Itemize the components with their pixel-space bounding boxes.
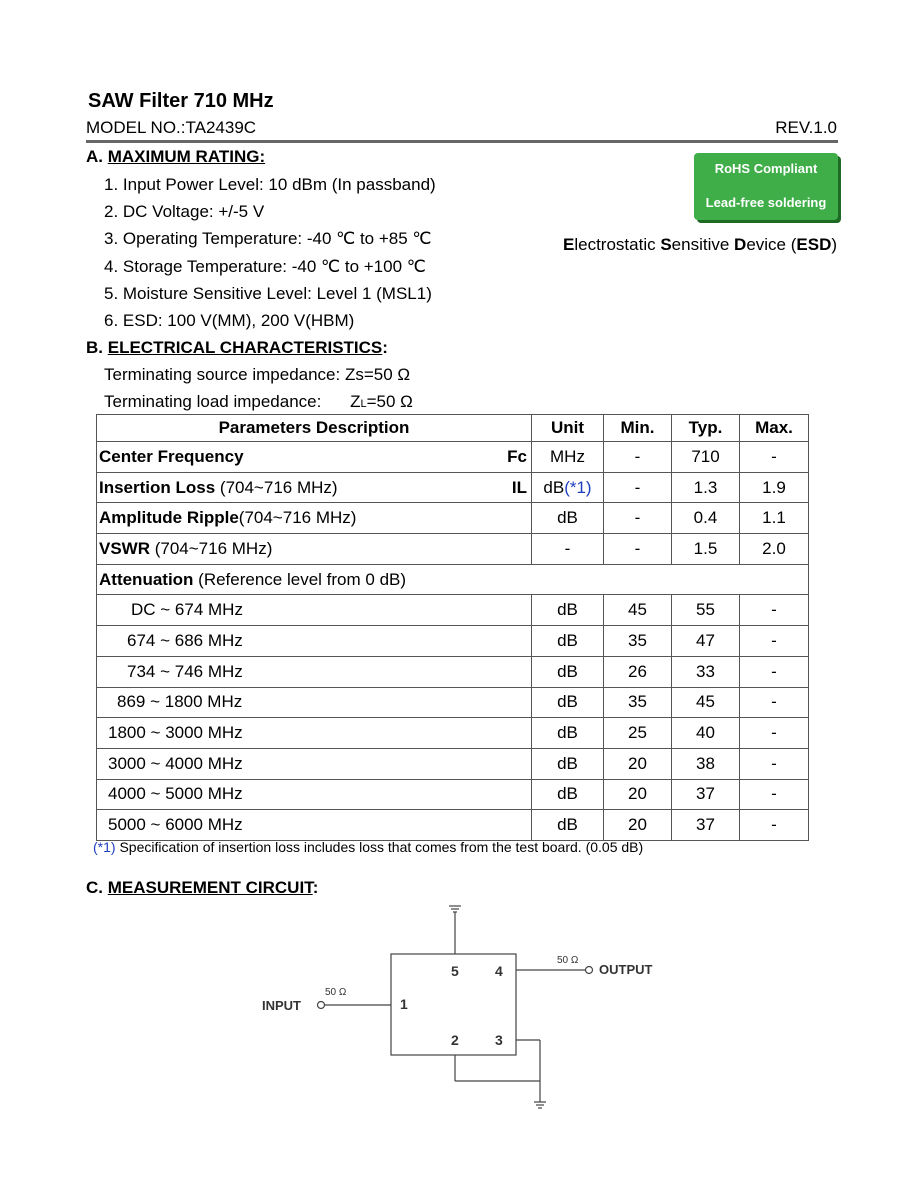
max-cell: - — [740, 718, 809, 749]
max-cell: - — [740, 442, 809, 473]
param-cell — [97, 534, 532, 565]
typ-cell: 710 — [672, 442, 740, 473]
max-cell: - — [740, 626, 809, 657]
param-cell — [97, 442, 532, 473]
param-detail: (704~716 MHz) — [215, 477, 338, 497]
param-name: Insertion Loss — [99, 477, 216, 497]
max-cell: 1.9 — [740, 472, 809, 503]
min-cell: - — [604, 472, 672, 503]
rohs-badge — [694, 153, 838, 220]
range-cell: 1800 ~ 3000 MHz — [97, 718, 532, 749]
typ-cell: 55 — [672, 595, 740, 626]
unit-value: dB — [543, 477, 565, 497]
typ-cell: 1.3 — [672, 472, 740, 503]
max-cell: - — [740, 779, 809, 810]
unit-cell — [532, 442, 604, 473]
table-header-row — [97, 415, 809, 442]
header-divider — [86, 140, 838, 143]
table-row — [97, 442, 809, 473]
max-cell: 1.1 — [740, 503, 809, 534]
section-a-heading — [86, 147, 265, 167]
rating-item: 2. DC Voltage: +/-5 V — [104, 202, 265, 221]
max-cell: - — [740, 748, 809, 779]
section-c-label: C. — [86, 878, 103, 897]
table-row — [97, 534, 809, 565]
col-header-typ: Typ. — [672, 415, 740, 442]
unit-value: - — [564, 538, 571, 558]
range-cell: 674 ~ 686 MHz — [97, 626, 532, 657]
section-b-heading — [86, 338, 388, 358]
typ-cell: 40 — [672, 718, 740, 749]
table-row — [97, 472, 809, 503]
footnote-mark: (*1) — [93, 839, 116, 855]
pin-2-label: 2 — [451, 1032, 459, 1048]
typ-cell: 38 — [672, 748, 740, 779]
col-header-min: Min. — [604, 415, 672, 442]
col-header-unit: Unit — [532, 415, 604, 442]
range-cell: 3000 ~ 4000 MHz — [97, 748, 532, 779]
ground-icon — [449, 906, 461, 954]
table-row — [97, 595, 809, 626]
unit-cell — [532, 534, 604, 565]
range-cell: 4000 ~ 5000 MHz — [97, 779, 532, 810]
max-cell: 2.0 — [740, 534, 809, 565]
load-impedance-value: =50 Ω — [366, 392, 413, 411]
output-impedance-label: 50 Ω — [557, 955, 579, 966]
section-c-title: MEASUREMENT CIRCUIT — [107, 878, 313, 897]
table-row — [97, 687, 809, 718]
esd-abbr: ESD — [796, 235, 832, 254]
source-impedance: Terminating source impedance: Zs=50 Ω — [104, 365, 411, 384]
max-cell: - — [740, 810, 809, 841]
section-b-label: B. — [86, 338, 103, 357]
unit-cell: dB — [532, 656, 604, 687]
revision: REV.1.0 — [775, 118, 837, 137]
electrical-spec-table — [96, 414, 809, 841]
input-label: INPUT — [262, 998, 301, 1013]
param-cell — [97, 503, 532, 534]
attenuation-header-row — [97, 564, 809, 595]
table-row — [97, 779, 809, 810]
pin-4-label: 4 — [495, 963, 503, 979]
min-cell: 20 — [604, 748, 672, 779]
section-b-title: ELECTRICAL CHARACTERISTICS — [107, 338, 383, 357]
load-impedance — [104, 392, 413, 412]
min-cell: - — [604, 503, 672, 534]
footnote-text: Specification of insertion loss includes loss that comes from the test board. (0.05 dB) — [115, 839, 644, 855]
param-detail: (704~716 MHz) — [150, 538, 273, 558]
rating-item: 1. Input Power Level: 10 dBm (In passband) — [104, 175, 436, 194]
section-a-title: MAXIMUM RATING: — [107, 147, 266, 166]
unit-cell — [532, 503, 604, 534]
param-cell — [97, 472, 532, 503]
typ-cell: 47 — [672, 626, 740, 657]
range-cell: 734 ~ 746 MHz — [97, 656, 532, 687]
typ-cell: 33 — [672, 656, 740, 687]
table-row — [97, 810, 809, 841]
unit-note: (*1) — [564, 477, 592, 497]
model-number: MODEL NO.:TA2439C — [86, 118, 257, 137]
unit-cell: dB — [532, 718, 604, 749]
table-row — [97, 656, 809, 687]
section-a-label: A. — [86, 147, 103, 166]
esd-letter-s: S — [660, 235, 672, 254]
param-name: Amplitude Ripple — [99, 508, 239, 528]
table-row — [97, 503, 809, 534]
esd-note — [563, 235, 837, 255]
output-wire — [516, 967, 593, 974]
min-cell: 26 — [604, 656, 672, 687]
esd-text: evice ( — [746, 235, 797, 254]
min-cell: 35 — [604, 626, 672, 657]
max-cell: - — [740, 595, 809, 626]
footnote — [93, 839, 643, 855]
max-cell: - — [740, 656, 809, 687]
esd-text: ) — [831, 235, 838, 254]
min-cell: 20 — [604, 779, 672, 810]
typ-cell: 37 — [672, 810, 740, 841]
unit-cell — [532, 472, 604, 503]
unit-cell: dB — [532, 779, 604, 810]
unit-cell: dB — [532, 595, 604, 626]
attenuation-cell — [97, 564, 809, 595]
param-name: VSWR — [99, 538, 150, 558]
section-c-colon: : — [312, 878, 319, 897]
min-cell: - — [604, 534, 672, 565]
range-cell: 869 ~ 1800 MHz — [97, 687, 532, 718]
esd-text: lectrostatic — [574, 235, 661, 254]
min-cell: 35 — [604, 687, 672, 718]
col-header-parameters: Parameters Description — [97, 415, 532, 442]
pin-5-label: 5 — [451, 963, 459, 979]
unit-cell: dB — [532, 626, 604, 657]
pin-3-label: 3 — [495, 1032, 503, 1048]
unit-value: MHz — [550, 446, 585, 466]
attenuation-name: Attenuation — [99, 569, 194, 589]
min-cell: 45 — [604, 595, 672, 626]
min-cell: 20 — [604, 810, 672, 841]
esd-letter-e: E — [563, 235, 575, 254]
rating-item: 5. Moisture Sensitive Level: Level 1 (MSL1) — [104, 284, 432, 303]
range-cell: 5000 ~ 6000 MHz — [97, 810, 532, 841]
input-impedance-label: 50 Ω — [325, 987, 347, 998]
pin-1-label: 1 — [400, 996, 408, 1012]
rohs-badge-line1: RoHS Compliant — [714, 161, 818, 176]
measurement-circuit-diagram — [255, 900, 675, 1115]
col-header-max: Max. — [740, 415, 809, 442]
min-cell: 25 — [604, 718, 672, 749]
param-detail: (704~716 MHz) — [238, 508, 357, 528]
table-row — [97, 626, 809, 657]
ground-icon — [534, 1102, 546, 1108]
param-symbol: IL — [511, 477, 527, 497]
page-title: SAW Filter 710 MHz — [88, 90, 274, 112]
esd-text: ensitive — [671, 235, 735, 254]
load-impedance-label: Terminating load impedance: — [104, 392, 322, 411]
unit-cell: dB — [532, 687, 604, 718]
rating-item: 3. Operating Temperature: -40 ℃ to +85 ℃ — [104, 229, 432, 248]
range-cell: DC ~ 674 MHz — [97, 595, 532, 626]
min-cell: - — [604, 442, 672, 473]
load-impedance-symbol: Z — [350, 392, 361, 411]
section-b-colon: : — [382, 338, 388, 357]
typ-cell: 45 — [672, 687, 740, 718]
param-name: Center Frequency — [99, 446, 244, 466]
table-row — [97, 748, 809, 779]
max-cell: - — [740, 687, 809, 718]
load-impedance-subscript: L — [360, 398, 367, 410]
input-wire — [318, 1002, 392, 1009]
unit-value: dB — [557, 508, 578, 528]
param-symbol: Fc — [507, 446, 527, 466]
typ-cell: 0.4 — [672, 503, 740, 534]
unit-cell: dB — [532, 810, 604, 841]
esd-letter-d: D — [734, 235, 747, 254]
section-c-heading — [86, 878, 318, 898]
rating-item: 4. Storage Temperature: -40 ℃ to +100 ℃ — [104, 257, 426, 276]
typ-cell: 37 — [672, 779, 740, 810]
rohs-badge-line2: Lead-free soldering — [705, 195, 827, 210]
typ-cell: 1.5 — [672, 534, 740, 565]
rating-item: 6. ESD: 100 V(MM), 200 V(HBM) — [104, 311, 355, 330]
attenuation-detail: (Reference level from 0 dB) — [193, 569, 407, 589]
output-label: OUTPUT — [599, 962, 653, 977]
unit-cell: dB — [532, 748, 604, 779]
table-row — [97, 718, 809, 749]
